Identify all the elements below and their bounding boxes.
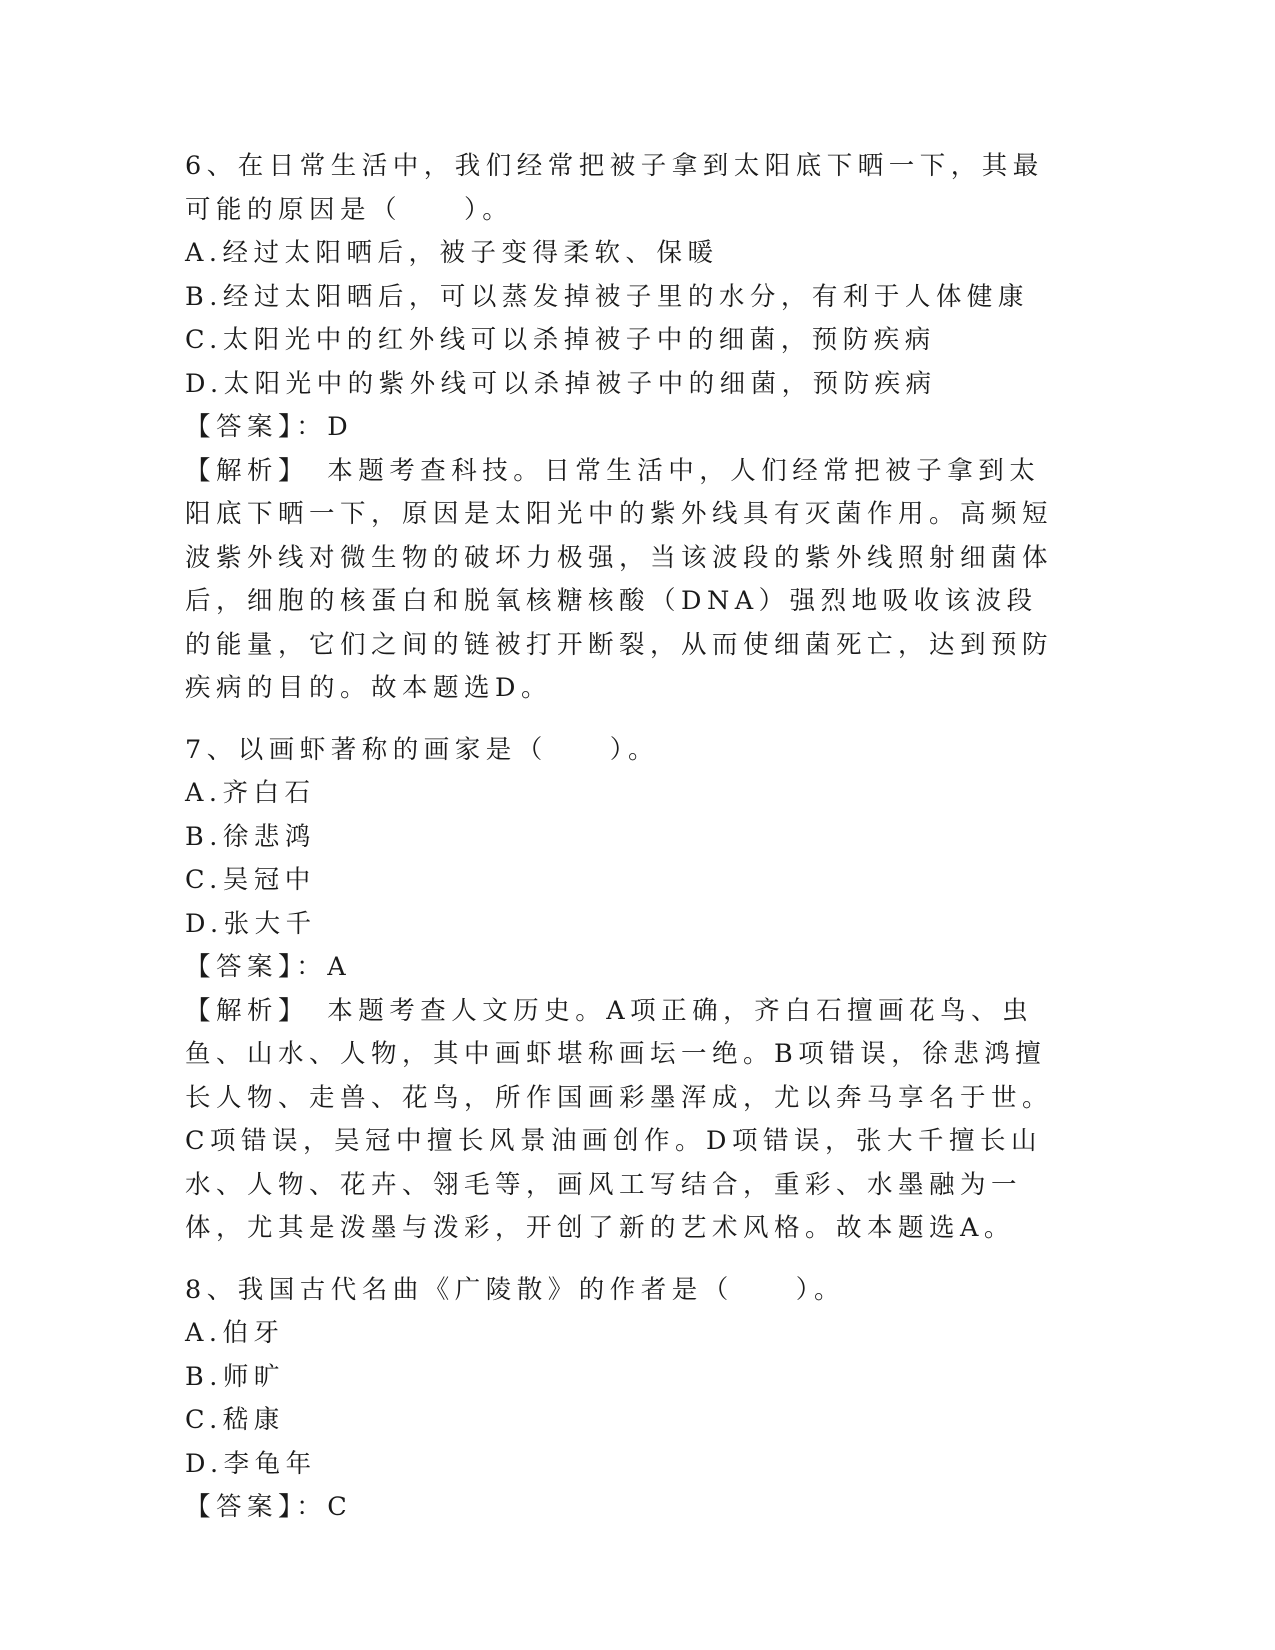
document-page xyxy=(185,145,1085,1530)
question-stem: 6、在日常生活中，我们经常把被子拿到太阳底下晒一下，其最可能的原因是（ ）。 xyxy=(185,151,1044,225)
option-a: A.伯牙 xyxy=(185,1318,285,1348)
option-c: C.嵇康 xyxy=(185,1405,285,1435)
option-b: B.徐悲鸿 xyxy=(185,821,316,852)
option-a: A.经过太阳晒后，被子变得柔软、保暖 xyxy=(185,238,719,268)
option-c: C.吴冠中 xyxy=(185,865,316,895)
question-stem: 7、以画虾著称的画家是（ ）。 xyxy=(185,734,659,765)
analysis: 【解析】 本题考查人文历史。A项正确，齐白石擅画花鸟、虫鱼、山水、人物，其中画虾堪称画坛一绝。B项错误，徐悲鸿擅长人物、走兽、花鸟，所作国画彩墨浑成，尤以奔马享名于世。C项错误，吴冠中擅长风景油画创作。D项错误，张大千擅长山水、人物、花卉、翎毛等，画风工写结合，重彩、水墨融为一体，尤其是泼墨与泼彩，开创了新的艺术风格。故本题选A。 xyxy=(185,995,1054,1243)
question-stem: 8、我国古代名曲《广陵散》的作者是（ ）。 xyxy=(185,1274,845,1305)
answer: 【答案】：D xyxy=(185,412,354,442)
option-d: D.太阳光中的紫外线可以杀掉被子中的细菌，预防疾病 xyxy=(185,368,937,399)
spacer xyxy=(185,1251,1085,1269)
question-7 xyxy=(185,729,1085,1251)
answer: 【答案】：C xyxy=(185,1492,353,1522)
spacer xyxy=(185,711,1085,729)
analysis: 【解析】 本题考查科技。日常生活中，人们经常把被子拿到太阳底下晒一下，原因是太阳光中的紫外线具有灭菌作用。高频短波紫外线对微生物的破坏力极强，当该波段的紫外线照射细菌体后，细胞的核蛋白和脱氧核糖核酸（DNA）强烈地吸收该波段的能量，它们之间的链被打开断裂，从而使细菌死亡，达到预防疾病的目的。故本题选D。 xyxy=(185,455,1054,703)
question-6 xyxy=(185,145,1085,711)
option-b: B.经过太阳晒后，可以蒸发掉被子里的水分，有利于人体健康 xyxy=(185,281,1029,312)
question-8 xyxy=(185,1269,1085,1530)
option-c: C.太阳光中的红外线可以杀掉被子中的细菌，预防疾病 xyxy=(185,325,936,355)
option-a: A.齐白石 xyxy=(185,778,316,808)
answer: 【答案】：A xyxy=(185,952,352,982)
option-d: D.李龟年 xyxy=(185,1448,317,1479)
option-d: D.张大千 xyxy=(185,908,317,939)
option-b: B.师旷 xyxy=(185,1361,285,1392)
